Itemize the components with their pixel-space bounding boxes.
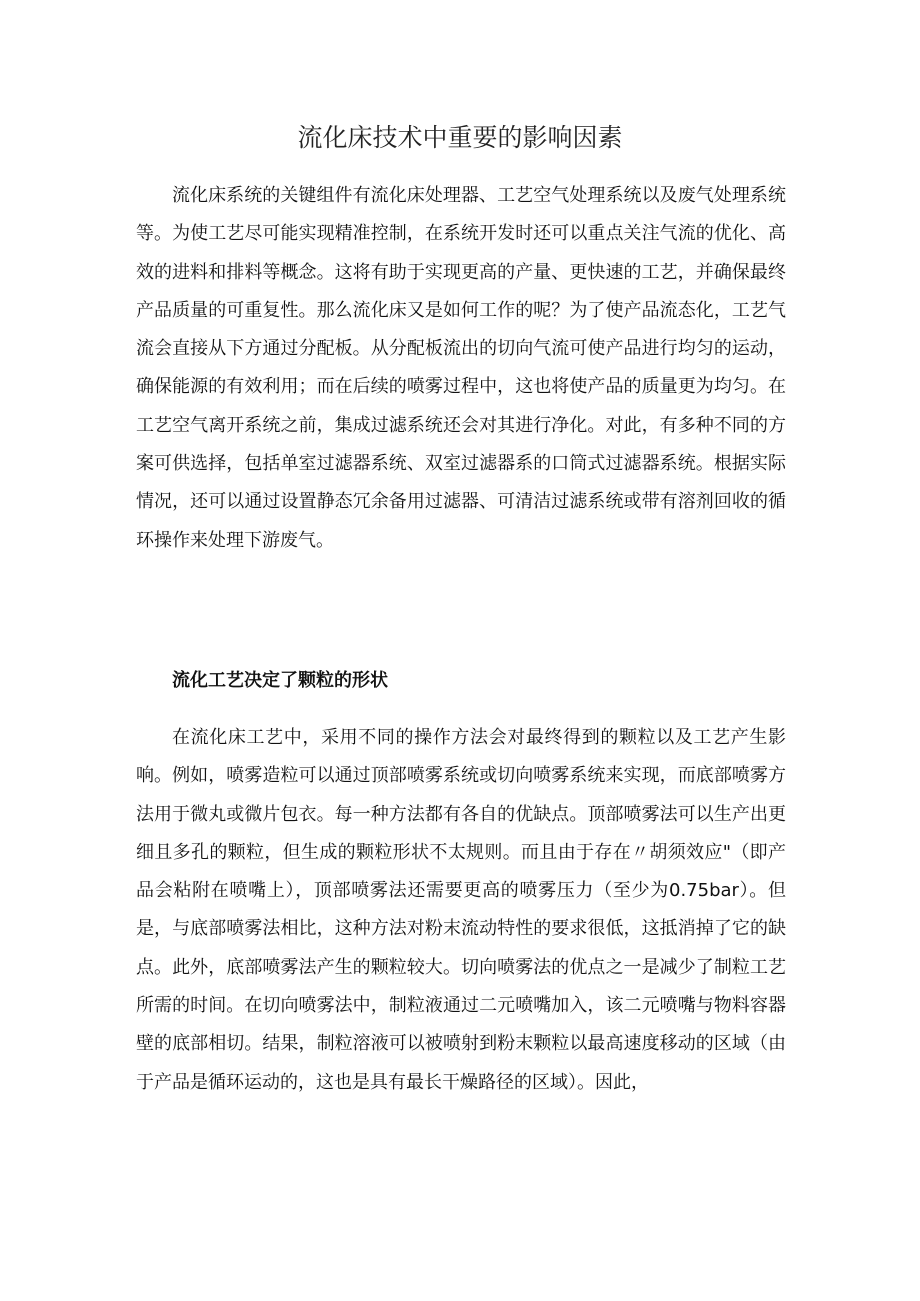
body-paragraph-2: 在流化床工艺中，采用不同的操作方法会对最终得到的颗粒以及工艺产生影响。例如，喷雾造粒可以通过顶部喷雾系统或切向喷雾系统来实现，而底部喷雾方法用于微丸或微片包衣。每一种方法都有各自的优缺点。顶部喷雾法可以生产出更细且多孔的颗粒，但生成的颗粒形状不太规则。而且由于存在〃胡须效应"（即产品会粘附在喷嘴上），顶部喷雾法还需要更高的喷雾压力（至少为0.75bar）。但是，与底部喷雾法相比，这种方法对粉末流动特性的要求很低，这抵消掉了它的缺点。此外，底部喷雾法产生的颗粒较大。切向喷雾法的优点之一是减少了制粒工艺所需的时间。在切向喷雾法中，制粒液通过二元喷嘴加入，该二元喷嘴与物料容器壁的底部相切。结果，制粒溶液可以被喷射到粉末颗粒以最高速度移动的区域（由于产品是循环运动的，这也是具有最长干燥路径的区域）。因此，: [136, 727, 786, 1093]
section-heading: 流化工艺决定了颗粒的形状: [172, 670, 388, 691]
body-paragraph-1: 流化床系统的关键组件有流化床处理器、工艺空气处理系统以及废气处理系统等。为使工艺尽可能实现精准控制，在系统开发时还可以重点关注气流的优化、高效的进料和排料等概念。这将有助于实现更高的产量、更快速的工艺，并确保最终产品质量的可重复性。那么流化床又是如何工作的呢？为了使产品流态化，工艺气流会直接从下方通过分配板。从分配板流出的切向气流可使产品进行均匀的运动，确保能源的有效利用；而在后续的喷雾过程中，这也将使产品的质量更为均匀。在工艺空气离开系统之前，集成过滤系统还会对其进行净化。对此，有多种不同的方案可供选择，包括单室过滤器系统、双室过滤器系的口筒式过滤器系统。根据实际情况，还可以通过设置静态冗余备用过滤器、可清洁过滤系统或带有溶剂回收的循环操作来处理下游废气。: [136, 185, 786, 551]
page-title: 流化床技术中重要的影响因素: [297, 123, 623, 152]
